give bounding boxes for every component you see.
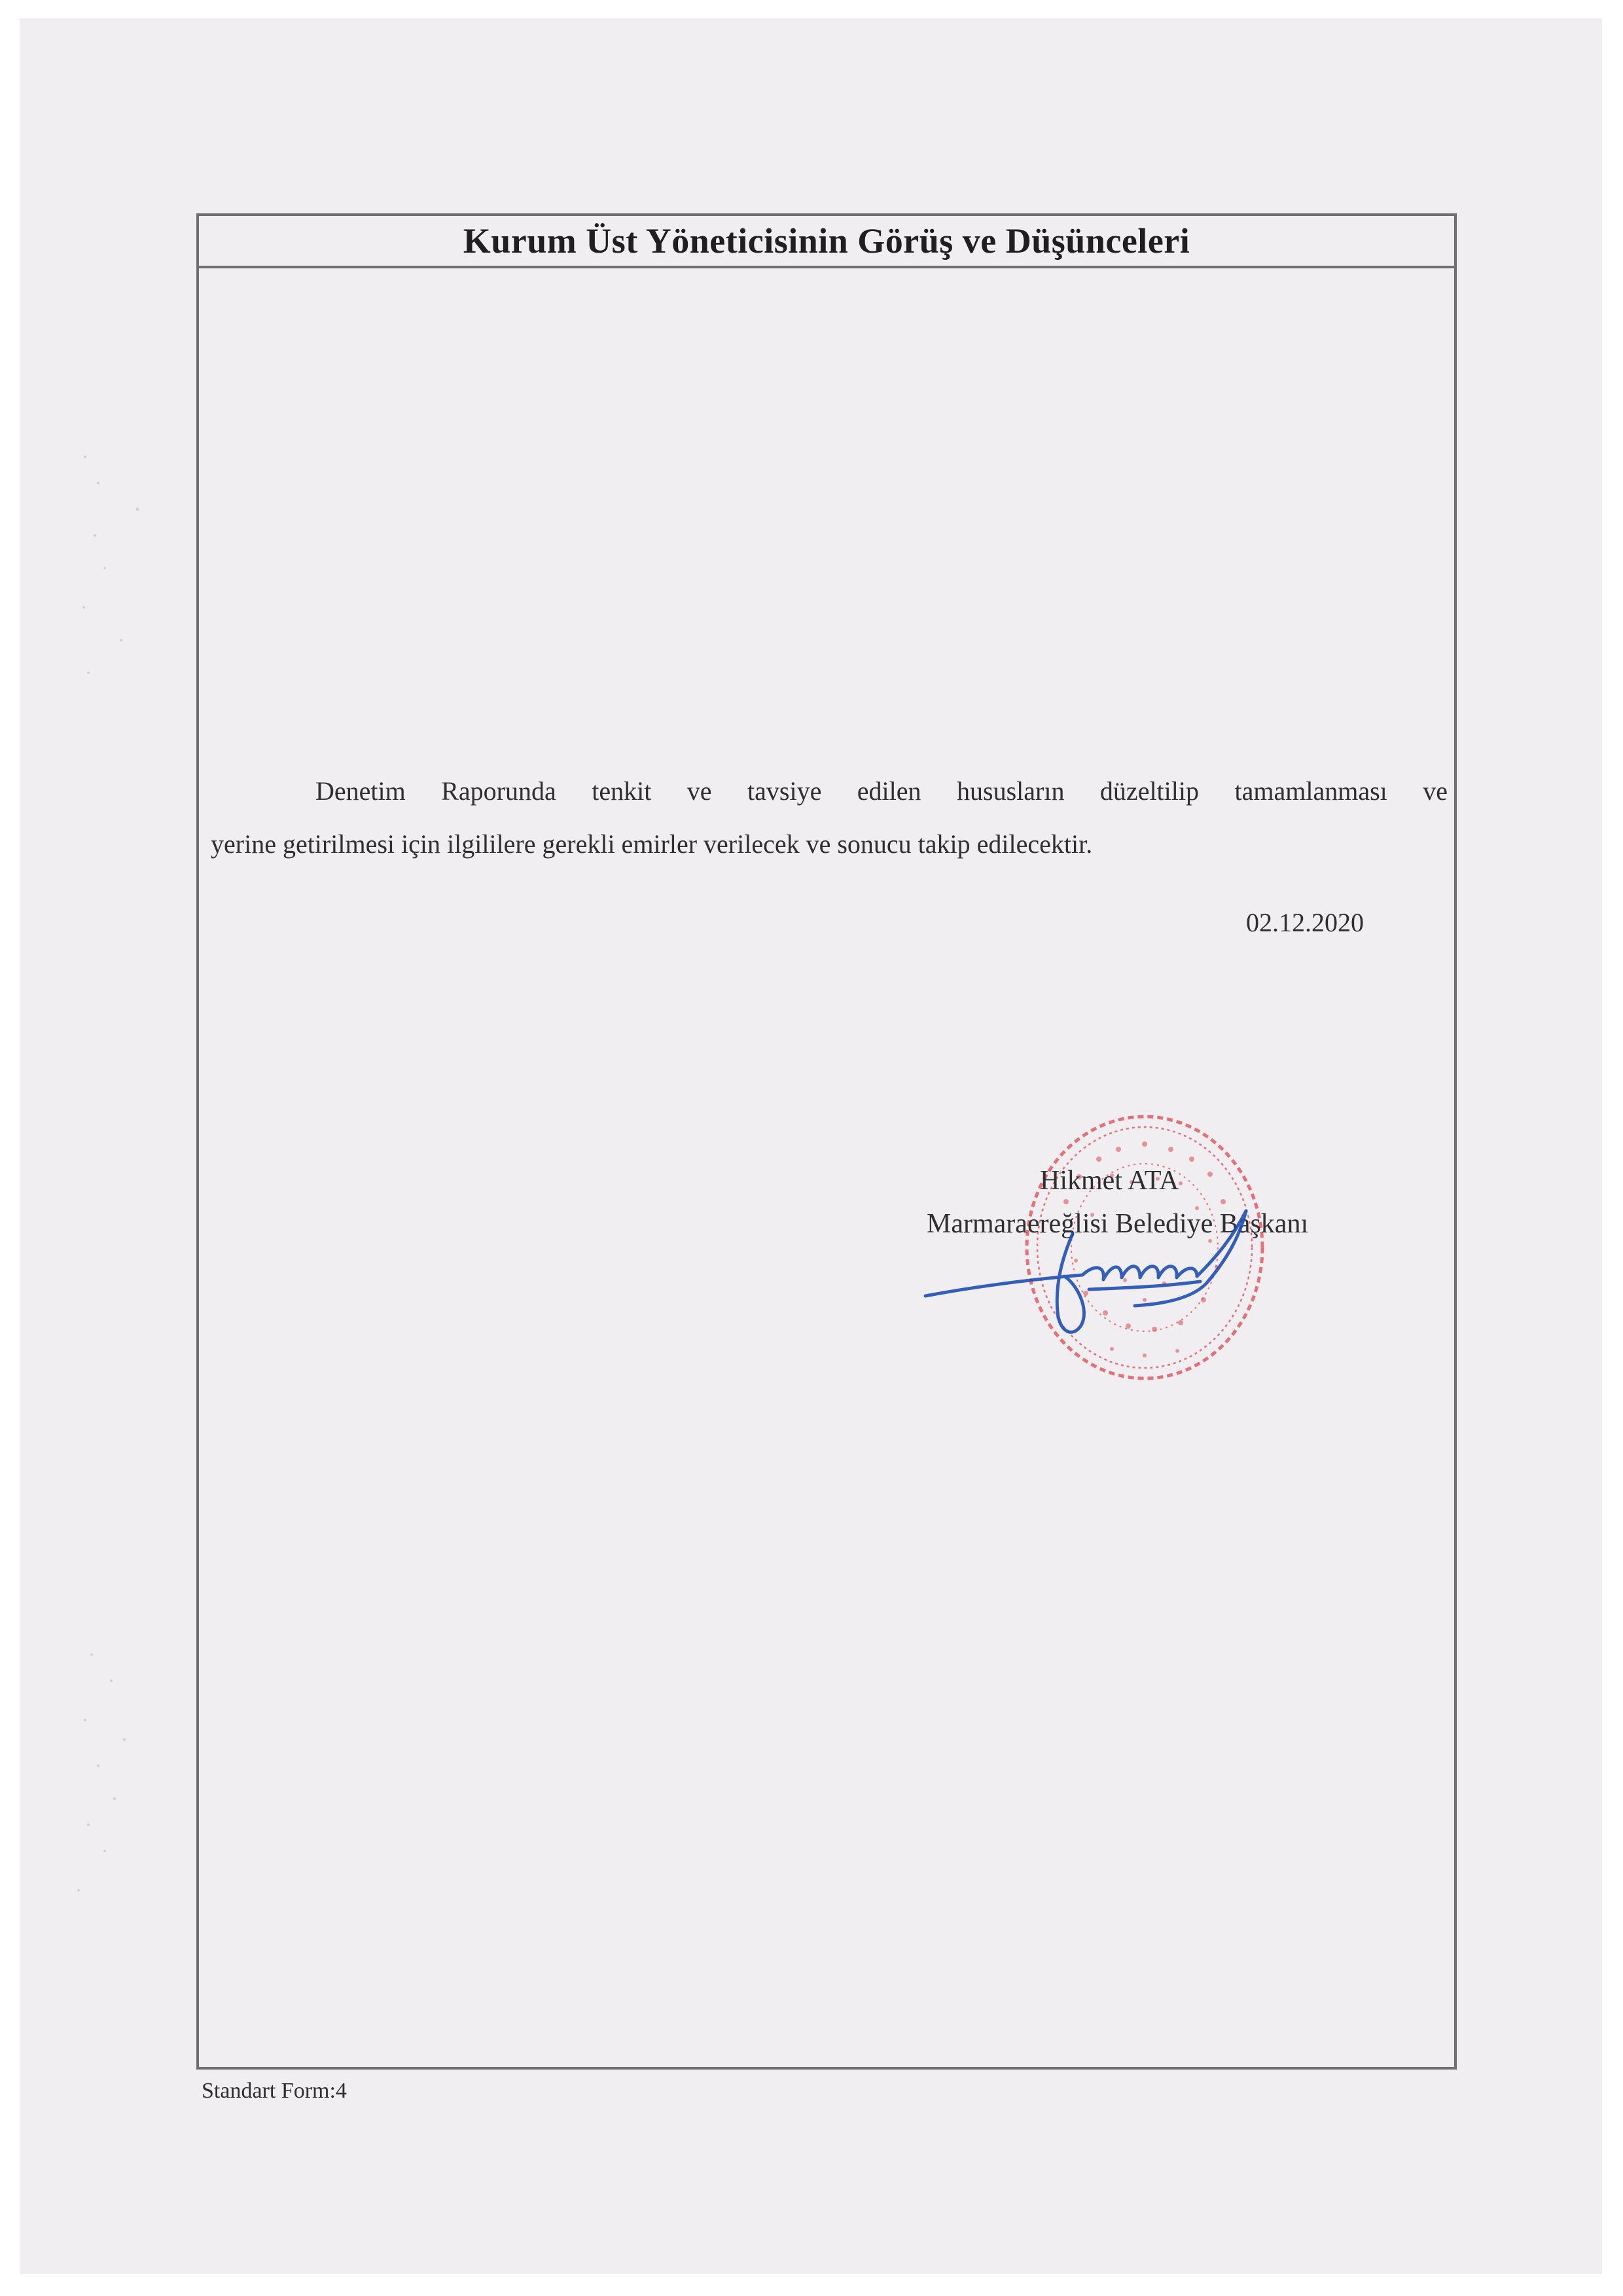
form-title: Kurum Üst Yöneticisinin Görüş ve Düşünceleri [463, 221, 1190, 260]
signature-date: 02.12.2020 [1246, 908, 1364, 937]
form-number-label: Standart Form:4 [202, 2079, 347, 2103]
margin-scan-marks [59, 437, 164, 2008]
form-header [199, 216, 1454, 268]
signer-name: Hikmet ATA [1040, 1166, 1179, 1196]
statement-line-1: Denetim Raporunda tenkit ve tavsiye edilen hususların düzeltilip tamamlanması ve [315, 776, 1448, 806]
opinion-form-box [196, 213, 1457, 2070]
statement-line-2: yerine getirilmesi için ilgililere gerekli emirler verilecek ve sonucu takip edilecektir. [211, 829, 1093, 859]
handwritten-signature [919, 1198, 1272, 1368]
paper-sheet [20, 18, 1602, 2274]
signer-title: Marmaraereğlisi Belediye Başkanı [927, 1209, 1309, 1239]
